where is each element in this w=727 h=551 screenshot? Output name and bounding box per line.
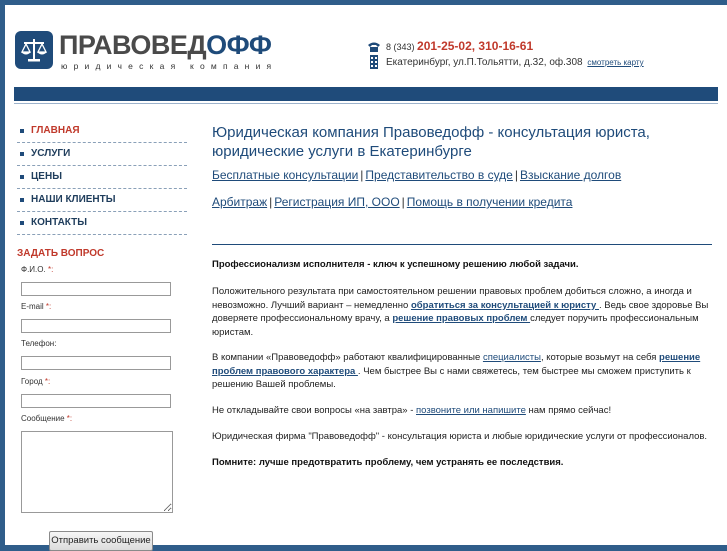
- bullet-icon: [20, 129, 24, 133]
- link-separator: |: [269, 195, 273, 209]
- submit-button[interactable]: Отправить сообщение: [49, 531, 153, 551]
- paragraph-3-text-c: . Чем быстрее Вы с нами свяжетесь, тем быстрее мы сможем приступить к решению Вашей проблемы.: [212, 365, 691, 390]
- main-menu: [17, 120, 187, 235]
- link-separator: |: [401, 195, 405, 209]
- paragraph-3-text-a: В компании «Правоведофф» работают квалифицированные: [212, 352, 483, 363]
- message-field[interactable]: [21, 431, 173, 513]
- legal-solutions-link[interactable]: решение правовых проблем: [392, 313, 531, 324]
- free-consultations-link[interactable]: Бесплатные консультации: [212, 168, 359, 182]
- link-separator: |: [360, 168, 364, 182]
- paragraph-2: [212, 285, 712, 339]
- logo-subtitle: юридическая компания: [61, 61, 278, 71]
- fio-label-text: Ф.И.О.: [21, 265, 46, 274]
- debt-collection-link[interactable]: Взыскание долгов: [519, 168, 622, 182]
- phone-main: 201-25-02, 310-16-61: [417, 39, 534, 53]
- paragraph-4-text-b: нам прямо сейчас!: [525, 405, 612, 416]
- map-link[interactable]: смотреть карту: [587, 58, 644, 67]
- logo-wordmark-accent: ОФФ: [206, 30, 272, 60]
- menu-item-services[interactable]: [17, 143, 187, 166]
- paragraph-6: [212, 456, 712, 470]
- consultation-link[interactable]: обратиться за консультацией к юристу: [410, 299, 599, 311]
- menu-item-label: ЦЕНЫ: [31, 171, 62, 182]
- menu-item-label: НАШИ КЛИЕНТЫ: [31, 194, 116, 205]
- phone-field[interactable]: [21, 356, 171, 370]
- bullet-icon: [20, 152, 24, 156]
- paragraph-2-text-c: следует поручить профессиональным юристам.: [212, 313, 699, 338]
- header-divider: [14, 103, 718, 104]
- paragraph-4: [212, 404, 712, 418]
- phone-code: 8 (343): [386, 42, 415, 52]
- logo-wordmark-dark: ПРАВОВЕД: [59, 30, 207, 60]
- bullet-icon: [20, 175, 24, 179]
- fio-label: [21, 265, 53, 274]
- service-links-row-2: [212, 195, 572, 209]
- ask-question-title: ЗАДАТЬ ВОПРОС: [17, 248, 105, 259]
- building-icon: [368, 55, 380, 69]
- email-field[interactable]: [21, 319, 171, 333]
- paragraph-3: [212, 351, 712, 392]
- phone-icon: [367, 41, 381, 52]
- page-title: Юридическая компания Правоведофф - консультация юриста, юридические услуги в Екатеринбурге: [212, 124, 650, 160]
- legal-problems-link[interactable]: решение проблем правового характера: [212, 352, 701, 377]
- required-mark: *:: [44, 377, 51, 386]
- phone-label: Телефон:: [21, 339, 57, 348]
- contact-us-link[interactable]: позвоните или напишите: [416, 405, 526, 416]
- paragraph-2-text-a: Положительного результата при самостоятельном решении правовых проблем добиться сложно, а иногда и невозможно. Лучший вариант – немедленно: [212, 286, 692, 311]
- phone-numbers: [386, 39, 533, 53]
- link-separator: |: [514, 168, 518, 182]
- menu-item-label: КОНТАКТЫ: [31, 217, 88, 228]
- registration-link[interactable]: Регистрация ИП, ООО: [274, 195, 400, 209]
- paragraph-4-text-a: Не откладывайте свои вопросы «на завтра» -: [212, 405, 417, 416]
- bullet-icon: [20, 198, 24, 202]
- city-field[interactable]: [21, 394, 171, 408]
- paragraph-6-text: Помните: лучше предотвратить проблему, чем устранять ее последствия.: [212, 457, 564, 468]
- court-representation-link[interactable]: Представительство в суде: [365, 168, 513, 182]
- required-mark: *:: [47, 265, 54, 274]
- address-line: [386, 57, 644, 68]
- menu-item-label: УСЛУГИ: [31, 148, 71, 159]
- credit-help-link[interactable]: Помощь в получении кредита: [406, 195, 573, 209]
- specialists-link[interactable]: специалисты: [482, 352, 541, 363]
- menu-item-contacts[interactable]: [17, 212, 187, 235]
- city-label: [21, 377, 50, 386]
- menu-item-label: ГЛАВНАЯ: [31, 125, 80, 136]
- arbitration-link[interactable]: Арбитраж: [212, 195, 268, 209]
- header-bar: [14, 87, 718, 101]
- paragraph-1-text: Профессионализм исполнителя - ключ к успешному решению любой задачи.: [212, 259, 579, 270]
- required-mark: *:: [45, 302, 52, 311]
- service-links-row-1: [212, 168, 621, 182]
- menu-item-prices[interactable]: [17, 166, 187, 189]
- message-label-text: Сообщение: [21, 414, 65, 423]
- address: Екатеринбург, ул.П.Тольятти, д.32, оф.308: [386, 57, 583, 68]
- fio-field[interactable]: [21, 282, 171, 296]
- scales-logo-icon[interactable]: [15, 31, 53, 69]
- paragraph-3-text-b: , которые возьмут на себя: [540, 352, 660, 363]
- paragraph-1: [212, 258, 712, 272]
- email-label: [21, 302, 51, 311]
- page: [5, 5, 727, 545]
- city-label-text: Город: [21, 377, 43, 386]
- logo-wordmark[interactable]: [59, 30, 271, 61]
- email-label-text: E-mail: [21, 302, 44, 311]
- menu-item-clients[interactable]: [17, 189, 187, 212]
- message-label: [21, 414, 72, 423]
- required-mark: *:: [66, 414, 73, 423]
- paragraph-5: Юридическая фирма "Правоведофф" - консультация юриста и любые юридические услуги от профессионалов.: [212, 431, 708, 442]
- paragraph-2-text-b: . Ведь свое здоровье Вы доверяете профессиональному врачу, а: [212, 299, 709, 324]
- content-divider: [212, 244, 712, 245]
- bullet-icon: [20, 221, 24, 225]
- menu-item-home[interactable]: [17, 120, 187, 143]
